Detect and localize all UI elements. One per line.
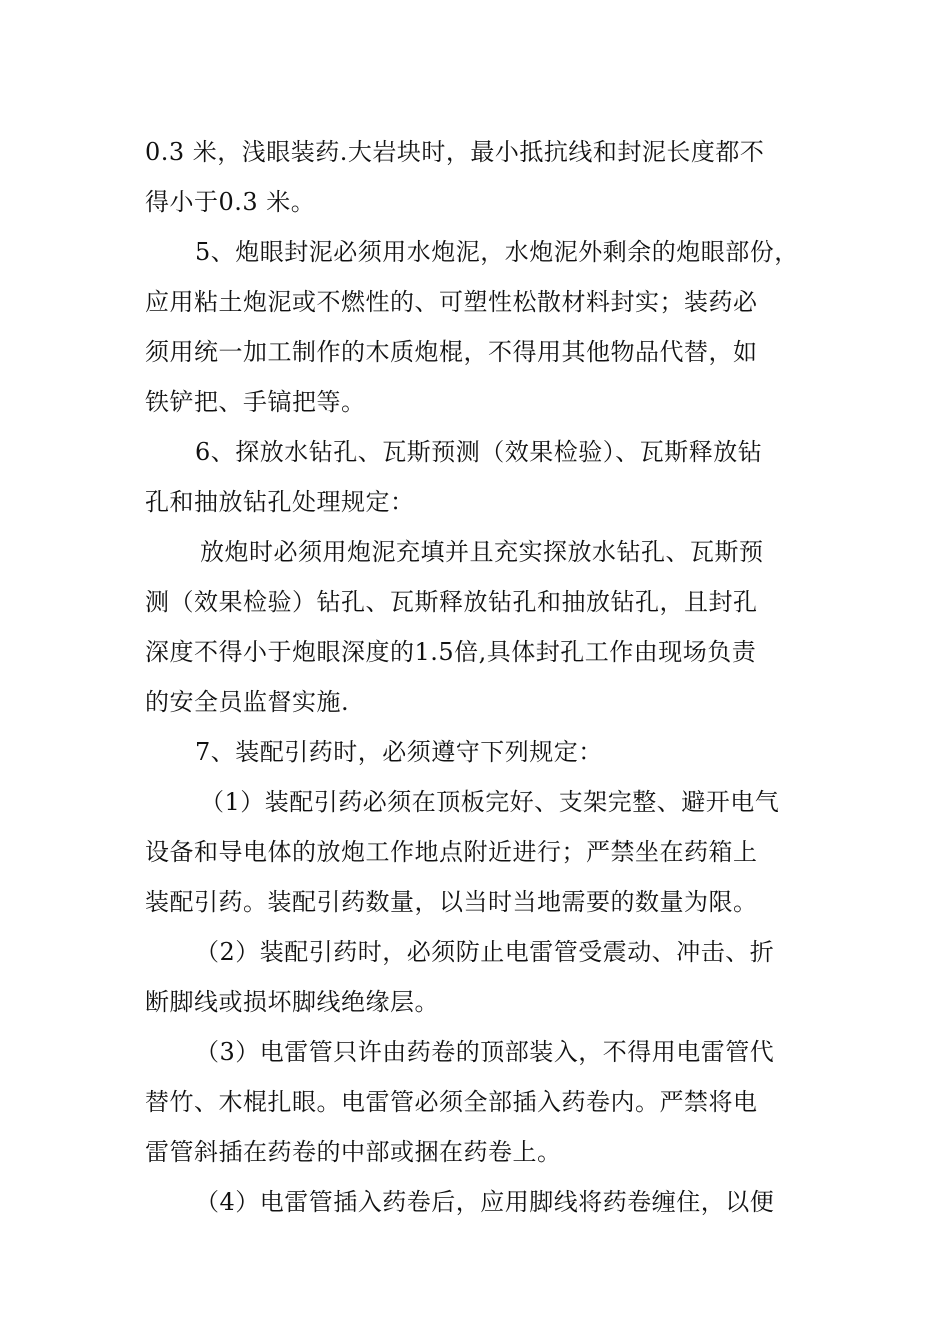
text-line: 须用统一加工制作的木质炮棍，不得用其他物品代替，如 xyxy=(145,338,758,366)
text-line: 5、炮眼封泥必须用水炮泥，水炮泥外剩余的炮眼部份， xyxy=(195,238,799,266)
text-line: （1）装配引药必须在顶板完好、支架完整、避开电气 xyxy=(200,788,780,816)
text-line: 0.3 米，浅眼装药.大岩块时，最小抵抗线和封泥长度都不 xyxy=(145,138,765,166)
text-line: （4）电雷管插入药卷后，应用脚线将药卷缠住，以便 xyxy=(195,1188,775,1216)
text-line: 设备和导电体的放炮工作地点附近进行；严禁坐在药箱上 xyxy=(145,838,758,866)
text-line: 测（效果检验）钻孔、瓦斯释放钻孔和抽放钻孔，且封孔 xyxy=(145,588,758,616)
text-line: 6、探放水钻孔、瓦斯预测（效果检验）、瓦斯释放钻 xyxy=(195,438,763,466)
text-line: （3）电雷管只许由药卷的顶部装入，不得用电雷管代 xyxy=(195,1038,775,1066)
text-line: 应用粘土炮泥或不燃性的、可塑性松散材料封实；装药必 xyxy=(145,288,758,316)
text-line: 的安全员监督实施. xyxy=(145,688,350,716)
text-line: 放炮时必须用炮泥充填并且充实探放水钻孔、瓦斯预 xyxy=(200,538,764,566)
text-line: 得小于0.3 米。 xyxy=(145,188,316,216)
text-line: 雷管斜插在药卷的中部或捆在药卷上。 xyxy=(145,1138,562,1166)
text-line: 断脚线或损坏脚线绝缘层。 xyxy=(145,988,439,1016)
text-line: 替竹、木棍扎眼。电雷管必须全部插入药卷内。严禁将电 xyxy=(145,1088,758,1116)
text-line: 深度不得小于炮眼深度的1.5倍,具体封孔工作由现场负责 xyxy=(145,638,757,666)
text-line: 装配引药。装配引药数量，以当时当地需要的数量为限。 xyxy=(145,888,758,916)
text-line: 孔和抽放钻孔处理规定： xyxy=(145,488,415,516)
text-line: 铁铲把、手镐把等。 xyxy=(145,388,366,416)
text-line: （2）装配引药时，必须防止电雷管受震动、冲击、折 xyxy=(195,938,775,966)
text-line: 7、装配引药时，必须遵守下列规定： xyxy=(195,738,603,766)
